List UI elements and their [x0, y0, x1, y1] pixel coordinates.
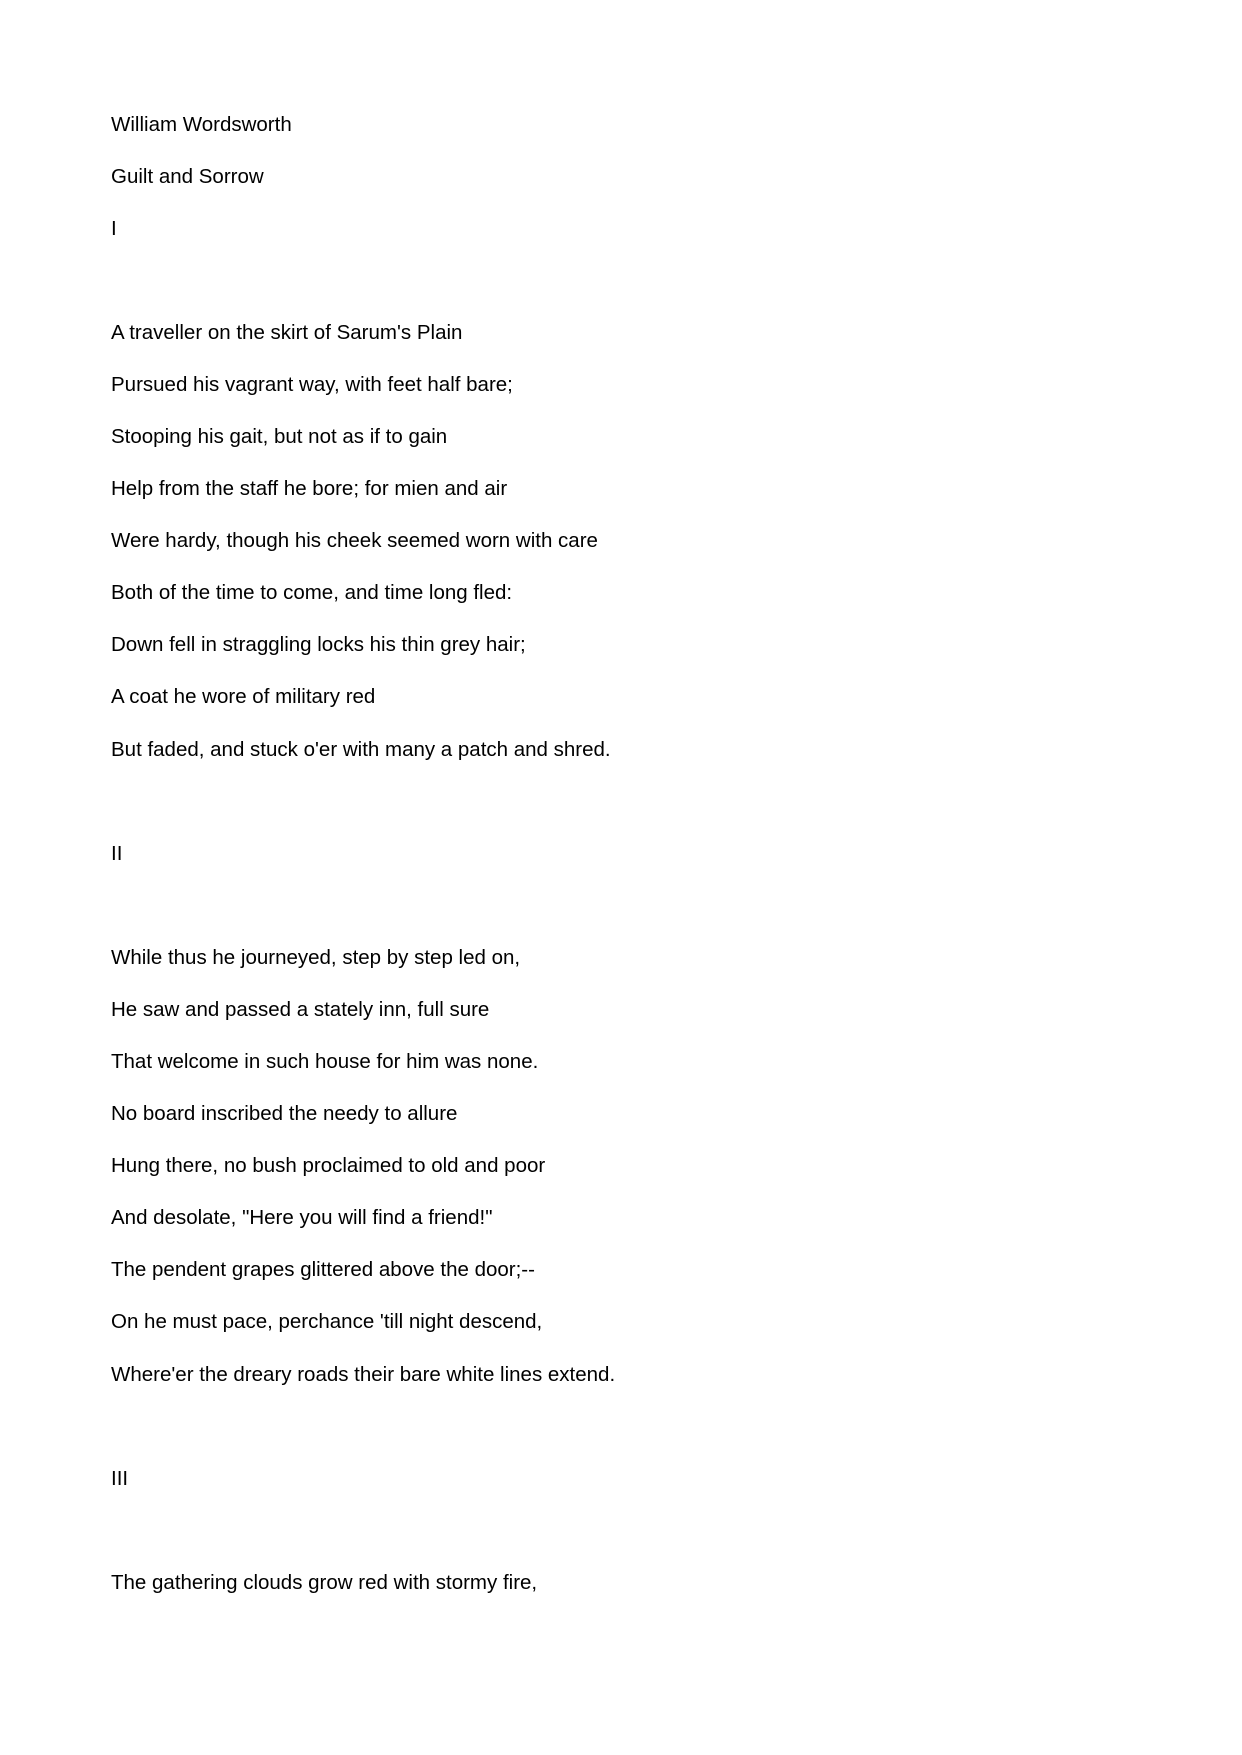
- stanza-numeral: III: [111, 1467, 129, 1490]
- poem-line: While thus he journeyed, step by step led on,: [111, 946, 521, 969]
- poem-line: And desolate, "Here you will find a friend!": [111, 1206, 493, 1229]
- poem-line: Were hardy, though his cheek seemed worn with care: [111, 529, 598, 552]
- author-name: William Wordsworth: [111, 113, 292, 136]
- poem-line: On he must pace, perchance 'till night descend,: [111, 1310, 543, 1333]
- poem-line: But faded, and stuck o'er with many a patch and shred.: [111, 738, 611, 761]
- poem-line: He saw and passed a stately inn, full sure: [111, 998, 490, 1021]
- poem-title: Guilt and Sorrow: [111, 165, 264, 188]
- poem-line: The gathering clouds grow red with stormy fire,: [111, 1571, 538, 1594]
- poem-line: No board inscribed the needy to allure: [111, 1102, 458, 1125]
- poem-line: A traveller on the skirt of Sarum's Plain: [111, 321, 463, 344]
- poem-line: Pursued his vagrant way, with feet half bare;: [111, 373, 513, 396]
- poem-line: That welcome in such house for him was none.: [111, 1050, 539, 1073]
- poem-line: Stooping his gait, but not as if to gain: [111, 425, 448, 448]
- poem-line: Where'er the dreary roads their bare white lines extend.: [111, 1363, 616, 1386]
- poem-line: Hung there, no bush proclaimed to old and poor: [111, 1154, 546, 1177]
- stanza-numeral: I: [111, 217, 117, 240]
- poem-line: Down fell in straggling locks his thin grey hair;: [111, 633, 526, 656]
- stanza-numeral: II: [111, 842, 123, 865]
- poem-line: Both of the time to come, and time long fled:: [111, 581, 513, 604]
- poem-line: A coat he wore of military red: [111, 685, 376, 708]
- poem-line: Help from the staff he bore; for mien and air: [111, 477, 508, 500]
- poem-line: The pendent grapes glittered above the door;--: [111, 1258, 535, 1281]
